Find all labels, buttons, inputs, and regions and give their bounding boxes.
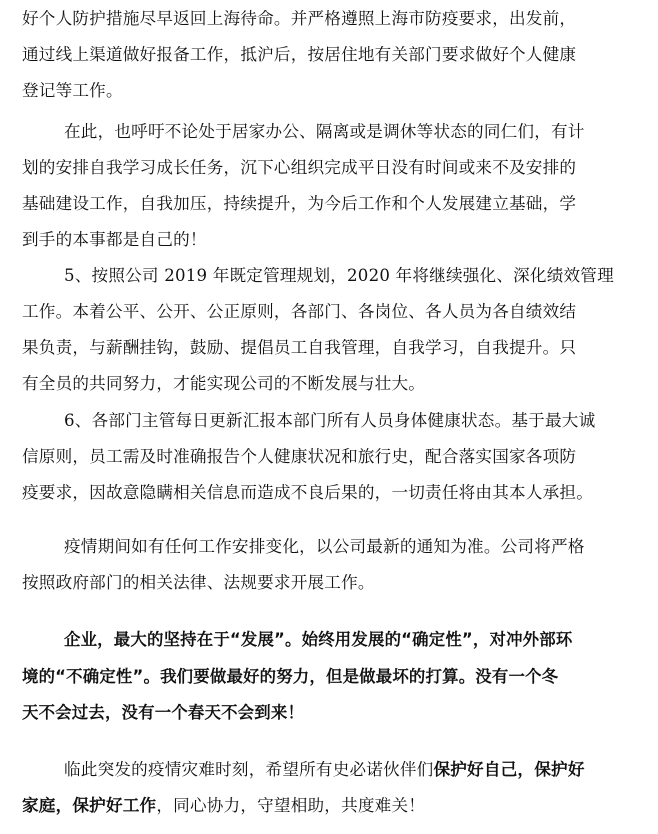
paragraph-line: 工作。本着公平、公开、公正原则，各部门、各岗位、各人员为各自绩效结 [22, 302, 577, 321]
paragraph-line: 登记等工作。 [22, 81, 123, 100]
closing-line [64, 757, 585, 783]
bold-paragraph-line: 天不会过去，没有一个春天不会到来！ [22, 703, 305, 722]
paragraph-line: 到手的本事都是自己的！ [22, 230, 207, 249]
closing-emphasis: 家庭，保护好工作 [22, 796, 157, 815]
paragraph-line: 信原则，员工需及时准确报告个人健康状况和旅行史，配合落实国家各项防 [22, 447, 577, 466]
paragraph-line: 划的安排自我学习成长任务，沉下心组织完成平日没有时间或来不及安排的 [22, 158, 577, 177]
closing-text: 临此突发的疫情灾难时刻，希望所有史必诺伙伴们 [64, 760, 434, 779]
paragraph-line: 疫情期间如有任何工作安排变化，以公司最新的通知为准。公司将严格 [64, 537, 585, 556]
paragraph-line: 基础建设工作，自我加压，持续提升，为今后工作和个人发展建立基础，学 [22, 194, 577, 213]
paragraph-line: 6、各部门主管每日更新汇报本部门所有人员身体健康状态。基于最大诚 [64, 411, 596, 430]
paragraph-line: 果负责，与薪酬挂钩，鼓励、提倡员工自我管理，自我学习，自我提升。只 [22, 338, 577, 357]
closing-line [22, 793, 425, 819]
paragraph-line: 好个人防护措施尽早返回上海待命。并严格遵照上海市防疫要求，出发前， [22, 9, 577, 28]
paragraph-line: 有全员的共同努力，才能实现公司的不断发展与壮大。 [22, 374, 426, 393]
bold-paragraph-line: 企业，最大的坚持在于“发展”。始终用发展的“确定性”，对冲外部环 [64, 630, 573, 649]
paragraph-line: 按照政府部门的相关法律、法规要求开展工作。 [22, 573, 375, 592]
bold-paragraph-line: 境的“不确定性”。我们要做最好的努力，但是做最坏的打算。没有一个冬 [22, 667, 559, 686]
paragraph-line: 疫要求，因故意隐瞒相关信息而造成不良后果的，一切责任将由其本人承担。 [22, 483, 593, 502]
paragraph-line: 在此，也呼吁不论处于居家办公、隔离或是调休等状态的同仁们，有计 [64, 122, 585, 141]
paragraph-line: 5、按照公司 2019 年既定管理规划，2020 年将继续强化、深化绩效管理 [64, 266, 614, 285]
closing-text: ，同心协力，守望相助，共度难关！ [156, 796, 426, 815]
closing-emphasis: 保护好自己，保护好 [433, 760, 585, 779]
paragraph-line: 通过线上渠道做好报备工作，抵沪后，按居住地有关部门要求做好个人健康 [22, 45, 577, 64]
